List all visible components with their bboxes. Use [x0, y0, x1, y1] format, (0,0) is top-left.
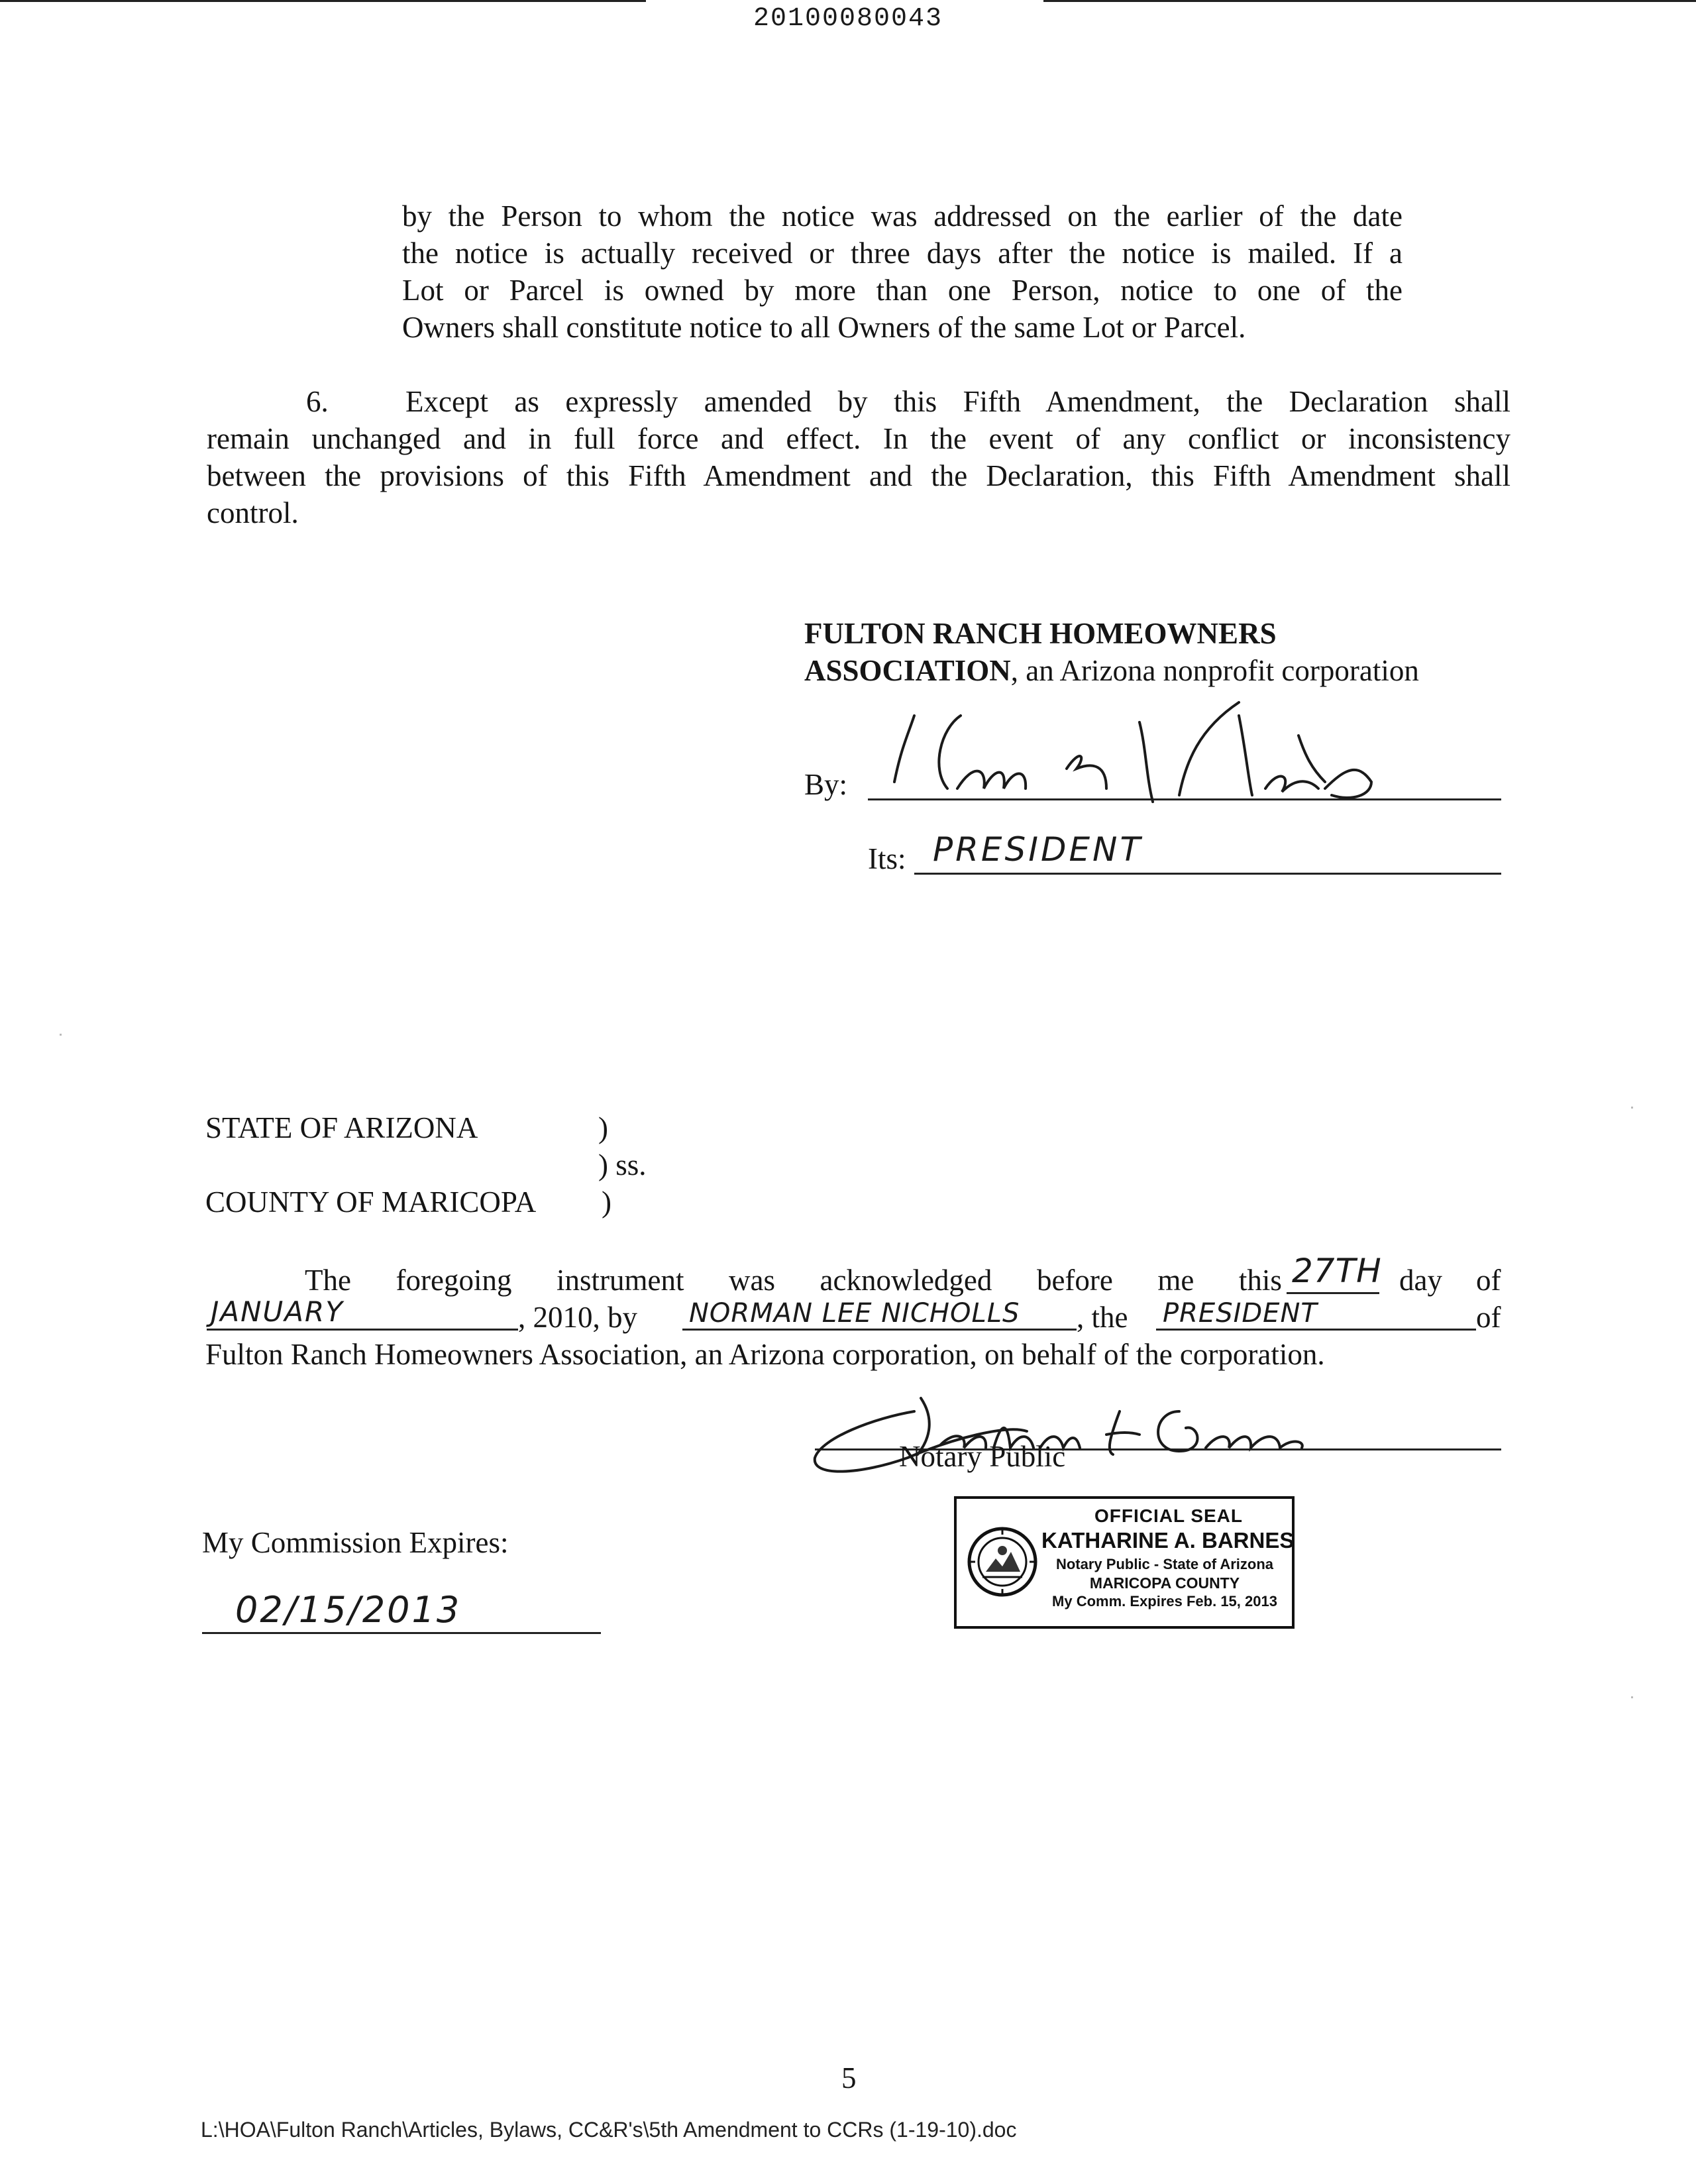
venue-ss: ) ss.: [598, 1148, 647, 1181]
org-type: , an Arizona nonprofit corporation: [1010, 654, 1419, 687]
seal-county: MARICOPA COUNTY: [1089, 1574, 1240, 1592]
the-text: , the: [1077, 1301, 1128, 1334]
its-title-line: [914, 873, 1501, 875]
page-number: 5: [841, 2061, 857, 2095]
of-label-1: of: [1476, 1264, 1501, 1297]
section-number: 6.: [306, 385, 329, 418]
name-handwritten: NORMAN LEE NICHOLLS: [689, 1298, 1020, 1329]
header-rule-left: [0, 0, 646, 2]
ack-line-1: [305, 1262, 1282, 1299]
section-6-line-3: between the provisions of this Fifth Amendment and the Declaration, this Fifth Amendment shall: [207, 459, 1510, 492]
county-label: COUNTY OF MARICOPA: [205, 1185, 537, 1219]
year-text: , 2010, by: [518, 1301, 637, 1334]
ack-word: this: [1238, 1264, 1282, 1297]
venue-paren-1: ): [598, 1111, 608, 1144]
its-title-handwritten: PRESIDENT: [933, 830, 1143, 869]
header-rule-right: [1043, 0, 1696, 2]
venue-paren-3: ): [602, 1185, 611, 1219]
scan-speck: [1631, 1107, 1633, 1109]
seal-expiration: My Comm. Expires Feb. 15, 2013: [1052, 1593, 1277, 1610]
ack-word: before: [1036, 1264, 1113, 1297]
section-6-line-2: remain unchanged and in full force and effect. In the event of any conflict or inconsistency: [207, 422, 1510, 455]
notary-public-label: Notary Public: [899, 1440, 1066, 1473]
seal-notary-name: KATHARINE A. BARNES: [1041, 1528, 1295, 1553]
of-label-2: of: [1476, 1301, 1501, 1334]
month-underline: [207, 1329, 518, 1331]
document-number: 20100080043: [753, 4, 943, 34]
ack-word: The: [305, 1264, 351, 1297]
state-label: STATE OF ARIZONA: [205, 1111, 478, 1144]
president-signature: [868, 689, 1411, 822]
seal-official-seal: OFFICIAL SEAL: [1094, 1505, 1244, 1526]
by-label: By:: [804, 768, 848, 801]
org-name-association: ASSOCIATION: [804, 654, 1011, 687]
title-handwritten: PRESIDENT: [1163, 1298, 1318, 1329]
org-name-line-2: [804, 652, 1419, 689]
ack-word: instrument: [556, 1264, 684, 1297]
ack-word: me: [1157, 1264, 1194, 1297]
day-label: day: [1399, 1264, 1442, 1297]
notary-seal: [954, 1496, 1295, 1629]
scan-speck: [60, 1034, 62, 1036]
org-name-line-1: FULTON RANCH HOMEOWNERS: [804, 617, 1277, 650]
section-6-line-1: Except as expressly amended by this Fifth Amendment, the Declaration shall: [405, 385, 1510, 418]
seal-notary-state: Notary Public - State of Arizona: [1055, 1556, 1273, 1572]
commission-underline: [202, 1632, 601, 1634]
scan-speck: [1631, 1696, 1633, 1698]
commission-label: My Commission Expires:: [202, 1526, 509, 1559]
continued-paragraph-line-1: by the Person to whom the notice was addressed on the earlier of the date: [402, 199, 1403, 233]
commission-date-handwritten: 02/15/2013: [235, 1589, 462, 1631]
ack-word: acknowledged: [820, 1264, 992, 1297]
continued-paragraph-line-3: Lot or Parcel is owned by more than one Person, notice to one of the: [402, 274, 1403, 307]
ack-word: was: [729, 1264, 775, 1297]
file-path: L:\HOA\Fulton Ranch\Articles, Bylaws, CC&R's\5th Amendment to CCRs (1-19-10).doc: [201, 2118, 1017, 2142]
notary-signature: [808, 1385, 1358, 1484]
ack-line-3: Fulton Ranch Homeowners Association, an Arizona corporation, on behalf of the corporation.: [205, 1338, 1325, 1371]
title-underline: [1156, 1329, 1476, 1331]
month-handwritten: JANUARY: [211, 1295, 344, 1328]
continued-paragraph-line-4: Owners shall constitute notice to all Owners of the same Lot or Parcel.: [402, 311, 1246, 344]
name-underline: [682, 1329, 1077, 1331]
arizona-state-seal-icon: [966, 1525, 1039, 1598]
section-6-line-4: control.: [207, 496, 299, 529]
its-label: Its:: [868, 842, 906, 875]
ack-word: foregoing: [396, 1264, 512, 1297]
continued-paragraph-line-2: the notice is actually received or three days after the notice is mailed. If a: [402, 237, 1403, 270]
day-underline: [1287, 1292, 1379, 1294]
day-handwritten: 27TH: [1292, 1252, 1382, 1290]
